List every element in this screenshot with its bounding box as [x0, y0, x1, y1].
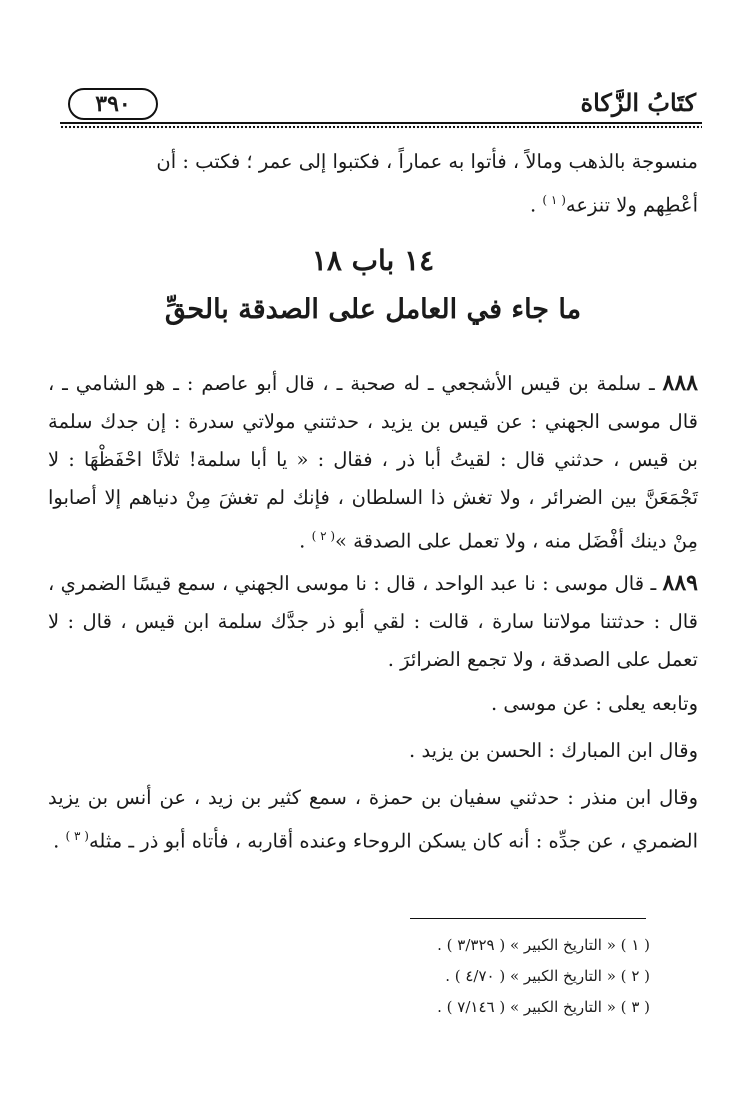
chapter-title: ما جاء في العامل على الصدقة بالحقِّ [164, 294, 582, 325]
footnote-separator [410, 918, 646, 919]
footnote-ref-2: ( ٢ ) [311, 529, 336, 543]
follow-up-3 [48, 779, 698, 861]
footnotes [380, 930, 650, 1023]
follow-up-1-text: وتابعه يعلى : عن موسى . [491, 692, 698, 715]
continuation-line-2 [48, 181, 698, 225]
footnote-1: ( ١ ) « التاريخ الكبير » ( ٣/٣٢٩ ) . [437, 936, 650, 954]
hadith-text: ـ سلمة بن قيس الأشجعي ـ له صحبة ـ ، قال أبو عاصم : ـ هو الشامي ـ ، قال موسى الجهني : عن قيس بن يزيد ، حدثتني مولاتي سدرة : إن جدك سلمة بن قيس ، حدثني قال : لقيتُ أبا ذر ، فقال : « يا أبا سلمة! ثلاثًا احْفَظْهَا : لا تَجْمَعَنَّ بين الضرائر ، ولا تغش ذا السلطان ، فإنك لم تغشَ مِنْ دنياهم إلا أصابوا مِنْ دينك أفْضَل منه ، ولا تعمل على الصدقة » [48, 372, 698, 553]
footnote-2: ( ٢ ) « التاريخ الكبير » ( ٤/٧٠ ) . [445, 967, 650, 985]
continuation-line-2-end: . [530, 193, 543, 217]
chapter-number: ١٤ باب ١٨ [311, 244, 435, 277]
page-header [40, 84, 702, 128]
follow-up-1 [48, 685, 698, 723]
hadith-end: . [299, 529, 312, 553]
follow-up-2-text: وقال ابن المبارك : الحسن بن يزيد . [409, 739, 698, 762]
follow-up-3-end: . [53, 829, 66, 853]
continuation-line-1: منسوجة بالذهب ومالاً ، فأتوا به عماراً ، فكتبوا إلى عمر ؛ فكتب : أن [156, 150, 698, 173]
footnote-3: ( ٣ ) « التاريخ الكبير » ( ٧/١٤٦ ) . [437, 998, 650, 1016]
hadith-number: ٨٨٩ [662, 570, 698, 596]
page-number: ٣٩٠ [68, 88, 158, 120]
hadith-888 [48, 364, 698, 561]
follow-up-2 [48, 732, 698, 770]
hadith-text: ـ قال موسى : نا عبد الواحد ، قال : نا موسى الجهني ، سمع قيسًا الضمري ، قال : حدثتنا مولاتنا سارة ، قالت : لقي أبو ذر جدَّك سلمة ابن قيس ، قال : لا تعمل على الصدقة ، ولا تجمع الضرائرَ . [48, 572, 698, 671]
follow-up-3-text: وقال ابن منذر : حدثني سفيان بن حمزة ، سمع كثير بن زيد ، عن أنس بن يزيد الضمري ، عن جدِّه : أنه كان يسكن الروحاء وعنده أقاربه ، فأتاه أبو ذر ـ مثله [48, 786, 698, 853]
footnote-ref-1: ( ١ ) [542, 193, 566, 207]
header-rule [60, 122, 702, 129]
running-title: كتَابُ الزَّكاة [580, 88, 696, 117]
hadith-889 [48, 564, 698, 679]
continuation-line-2-text: أعْطِهم ولا تنزعه [565, 193, 698, 217]
continuation-paragraph [48, 143, 698, 225]
hadith-number: ٨٨٨ [662, 370, 698, 396]
footnote-ref-3: ( ٣ ) [65, 829, 89, 843]
